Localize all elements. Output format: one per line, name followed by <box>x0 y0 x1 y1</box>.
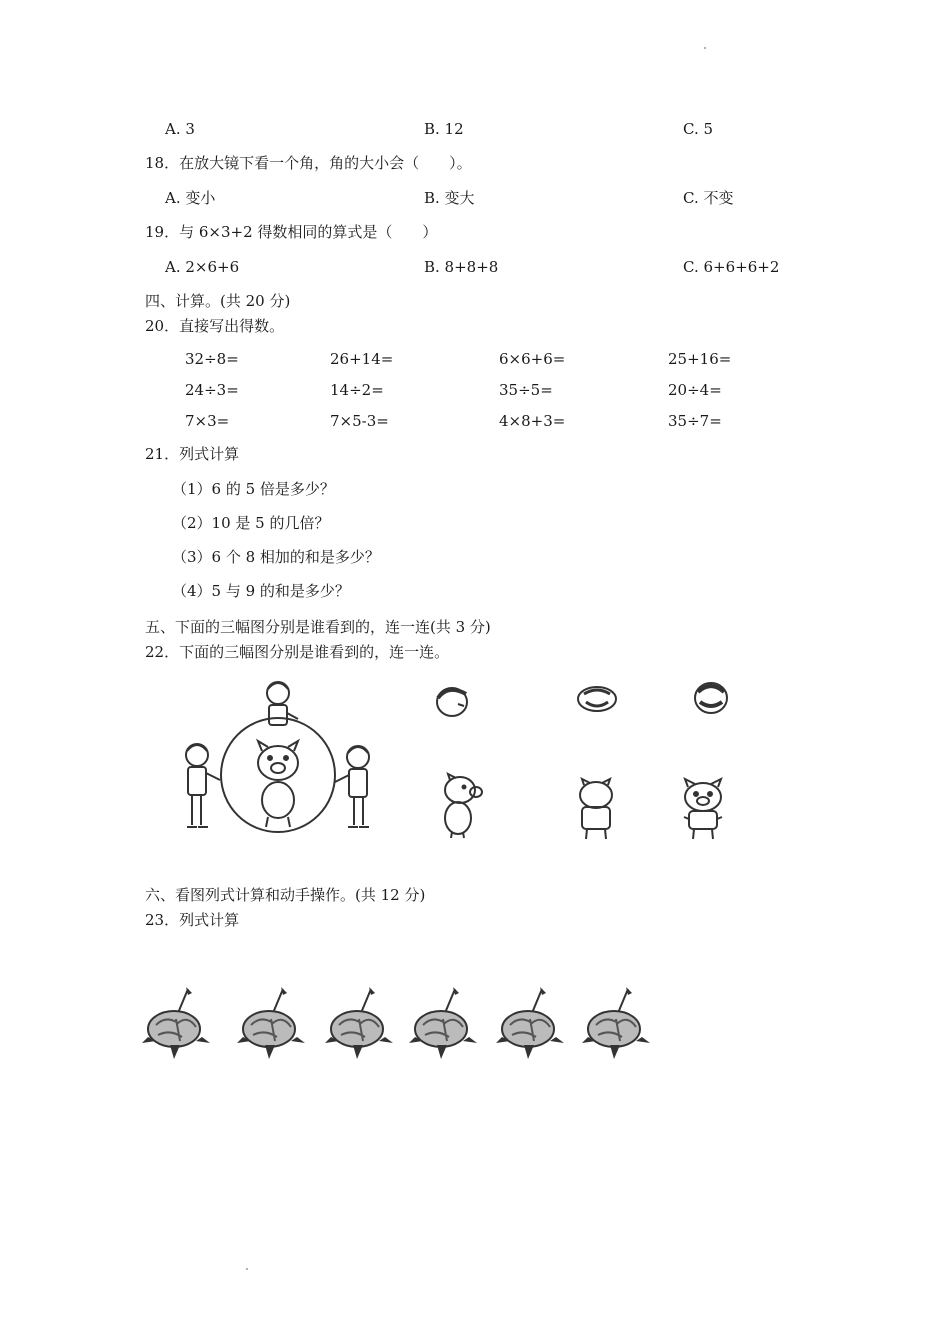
q20-cell: 20÷4= <box>668 381 722 399</box>
q20-cell: 7×5-3= <box>330 412 389 430</box>
q20-cell: 32÷8= <box>185 350 239 368</box>
q20-cell: 26+14= <box>330 350 394 368</box>
q22-view-head-back <box>690 678 732 718</box>
scan-dot <box>246 1268 248 1270</box>
q23-bunch <box>496 987 564 1059</box>
q19-stem: 19．与 6×3+2 得数相同的算式是（ ） <box>145 223 438 241</box>
q22-scene-illustration <box>170 675 385 840</box>
q23-bunch <box>325 987 393 1059</box>
q20-cell: 35÷5= <box>499 381 553 399</box>
q21-item: （4）5 与 9 的和是多少？ <box>172 582 350 600</box>
q22-stem: 22．下面的三幅图分别是谁看到的，连一连。 <box>145 643 450 661</box>
q20-cell: 35÷7= <box>668 412 722 430</box>
q22-view-pig-front <box>678 777 728 841</box>
q17-option-b: B. 12 <box>424 120 464 138</box>
q22-view-pig-side <box>436 772 486 840</box>
q20-cell: 4×8+3= <box>499 412 566 430</box>
section4-heading: 四、计算。(共 20 分) <box>145 292 291 310</box>
q19-option-b: B. 8+8+8 <box>424 258 499 276</box>
section5-heading: 五、下面的三幅图分别是谁看到的，连一连(共 3 分) <box>145 618 491 636</box>
q23-bunch <box>237 987 305 1059</box>
q20-cell: 25+16= <box>668 350 732 368</box>
scan-dot <box>704 47 706 49</box>
section6-heading: 六、看图列式计算和动手操作。(共 12 分) <box>145 886 426 904</box>
q20-cell: 7×3= <box>185 412 230 430</box>
q21-item: （3）6 个 8 相加的和是多少？ <box>172 548 380 566</box>
q17-option-c: C. 5 <box>683 120 714 138</box>
q19-option-c: C. 6+6+6+2 <box>683 258 780 276</box>
q23-bunch <box>409 987 477 1059</box>
q22-view-head-top <box>574 682 620 716</box>
q23-bunch <box>142 987 210 1059</box>
q20-stem: 20．直接写出得数。 <box>145 317 285 335</box>
q18-stem: 18．在放大镜下看一个角，角的大小会（ ）。 <box>145 154 472 172</box>
q23-stem: 23．列式计算 <box>145 911 240 929</box>
q21-item: （2）10 是 5 的几倍？ <box>172 514 330 532</box>
q17-option-a: A. 3 <box>165 120 195 138</box>
q23-bunches-illustration <box>142 985 657 1067</box>
q18-option-c: C. 不变 <box>683 189 734 207</box>
q21-item: （1）6 的 5 倍是多少？ <box>172 480 335 498</box>
q20-cell: 24÷3= <box>185 381 239 399</box>
q22-view-head-side <box>432 682 472 720</box>
q23-bunch <box>582 987 650 1059</box>
q21-stem: 21．列式计算 <box>145 445 240 463</box>
q18-option-b: B. 变大 <box>424 189 475 207</box>
q22-view-pig-back <box>574 777 618 841</box>
q19-option-a: A. 2×6+6 <box>165 258 240 276</box>
q18-option-a: A. 变小 <box>165 189 216 207</box>
q20-cell: 14÷2= <box>330 381 384 399</box>
q20-cell: 6×6+6= <box>499 350 566 368</box>
